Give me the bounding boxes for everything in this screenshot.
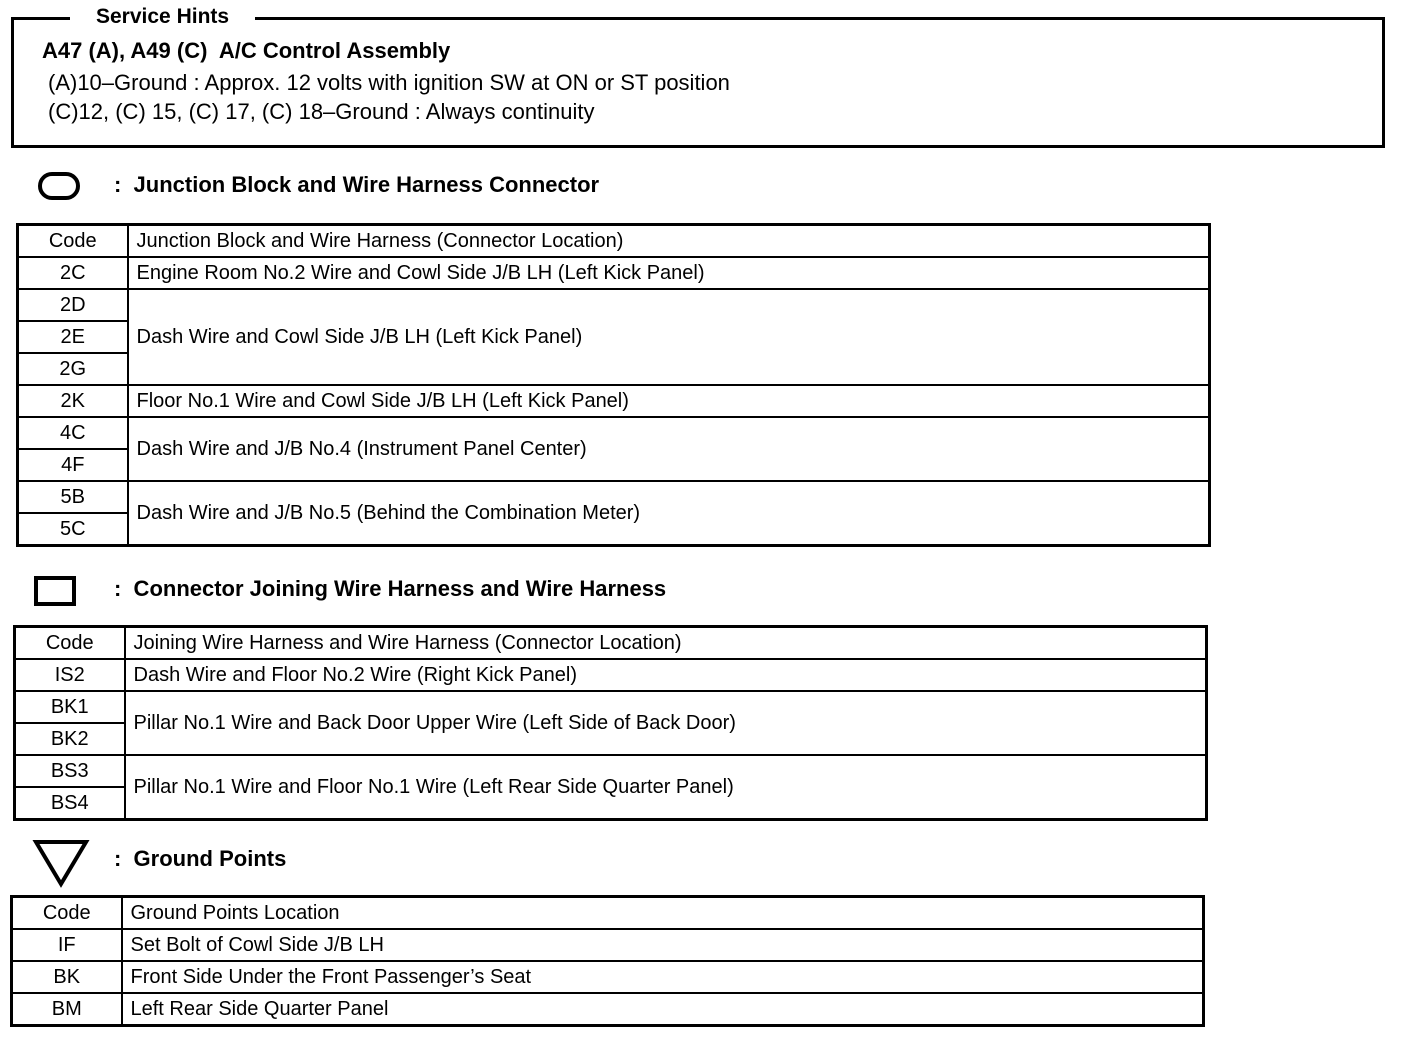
code-cell: 2E: [18, 321, 128, 353]
code-cell: BK: [12, 961, 122, 993]
column-header-code: Code: [18, 225, 128, 258]
description-cell: Pillar No.1 Wire and Floor No.1 Wire (Left Rear Side Quarter Panel): [125, 755, 1207, 820]
description-cell: Dash Wire and J/B No.4 (Instrument Panel Center): [128, 417, 1210, 481]
table-header-row: [15, 627, 1207, 660]
code-cell: IF: [12, 929, 122, 961]
column-header-description: Ground Points Location: [122, 897, 1204, 930]
table-row: [15, 659, 1207, 691]
table-header-row: [18, 225, 1210, 258]
table-row: [18, 257, 1210, 289]
description-cell: Dash Wire and Floor No.2 Wire (Right Kick Panel): [125, 659, 1207, 691]
oval-icon: [38, 172, 80, 200]
table-row: [12, 929, 1204, 961]
description-cell: Front Side Under the Front Passenger’s Seat: [122, 961, 1204, 993]
code-cell: BS3: [15, 755, 125, 787]
code-cell: 4F: [18, 449, 128, 481]
code-cell: BK2: [15, 723, 125, 755]
table-row: [15, 691, 1207, 723]
table-row: [18, 417, 1210, 449]
triangle-down-icon: [32, 838, 90, 888]
rectangle-icon: [34, 576, 76, 606]
code-cell: IS2: [15, 659, 125, 691]
code-cell: 5C: [18, 513, 128, 546]
service-hint-line: (A)10–Ground : Approx. 12 volts with ignition SW at ON or ST position: [48, 70, 730, 95]
service-hint-line: (C)12, (C) 15, (C) 17, (C) 18–Ground : Always continuity: [48, 99, 595, 124]
table-row: [12, 961, 1204, 993]
code-cell: BM: [12, 993, 122, 1026]
service-hints-heading: A47 (A), A49 (C) A/C Control Assembly: [42, 38, 451, 63]
description-cell: Pillar No.1 Wire and Back Door Upper Wire (Left Side of Back Door): [125, 691, 1207, 755]
junction-table: [16, 223, 1211, 547]
code-cell: 2C: [18, 257, 128, 289]
connector-table: [13, 625, 1208, 821]
table-row: [15, 755, 1207, 787]
code-cell: 5B: [18, 481, 128, 513]
description-cell: Floor No.1 Wire and Cowl Side J/B LH (Left Kick Panel): [128, 385, 1210, 417]
description-cell: Set Bolt of Cowl Side J/B LH: [122, 929, 1204, 961]
table-row: [18, 385, 1210, 417]
connector-section-heading: : Connector Joining Wire Harness and Wire Harness: [114, 576, 667, 601]
column-header-description: Junction Block and Wire Harness (Connector Location): [128, 225, 1210, 258]
column-header-code: Code: [12, 897, 122, 930]
description-cell: Dash Wire and J/B No.5 (Behind the Combination Meter): [128, 481, 1210, 546]
column-header-description: Joining Wire Harness and Wire Harness (Connector Location): [125, 627, 1207, 660]
column-header-code: Code: [15, 627, 125, 660]
description-cell: Engine Room No.2 Wire and Cowl Side J/B LH (Left Kick Panel): [128, 257, 1210, 289]
code-cell: 4C: [18, 417, 128, 449]
service-hints-title: Service Hints: [70, 4, 255, 30]
code-cell: 2G: [18, 353, 128, 385]
ground-table: [10, 895, 1205, 1027]
table-row: [18, 289, 1210, 321]
description-cell: Left Rear Side Quarter Panel: [122, 993, 1204, 1026]
code-cell: 2D: [18, 289, 128, 321]
code-cell: BK1: [15, 691, 125, 723]
ground-section-heading: : Ground Points: [114, 846, 287, 871]
code-cell: 2K: [18, 385, 128, 417]
code-cell: BS4: [15, 787, 125, 820]
table-row: [18, 481, 1210, 513]
description-cell: Dash Wire and Cowl Side J/B LH (Left Kick Panel): [128, 289, 1210, 385]
junction-section-heading: : Junction Block and Wire Harness Connector: [114, 172, 600, 197]
table-header-row: [12, 897, 1204, 930]
table-row: [12, 993, 1204, 1026]
